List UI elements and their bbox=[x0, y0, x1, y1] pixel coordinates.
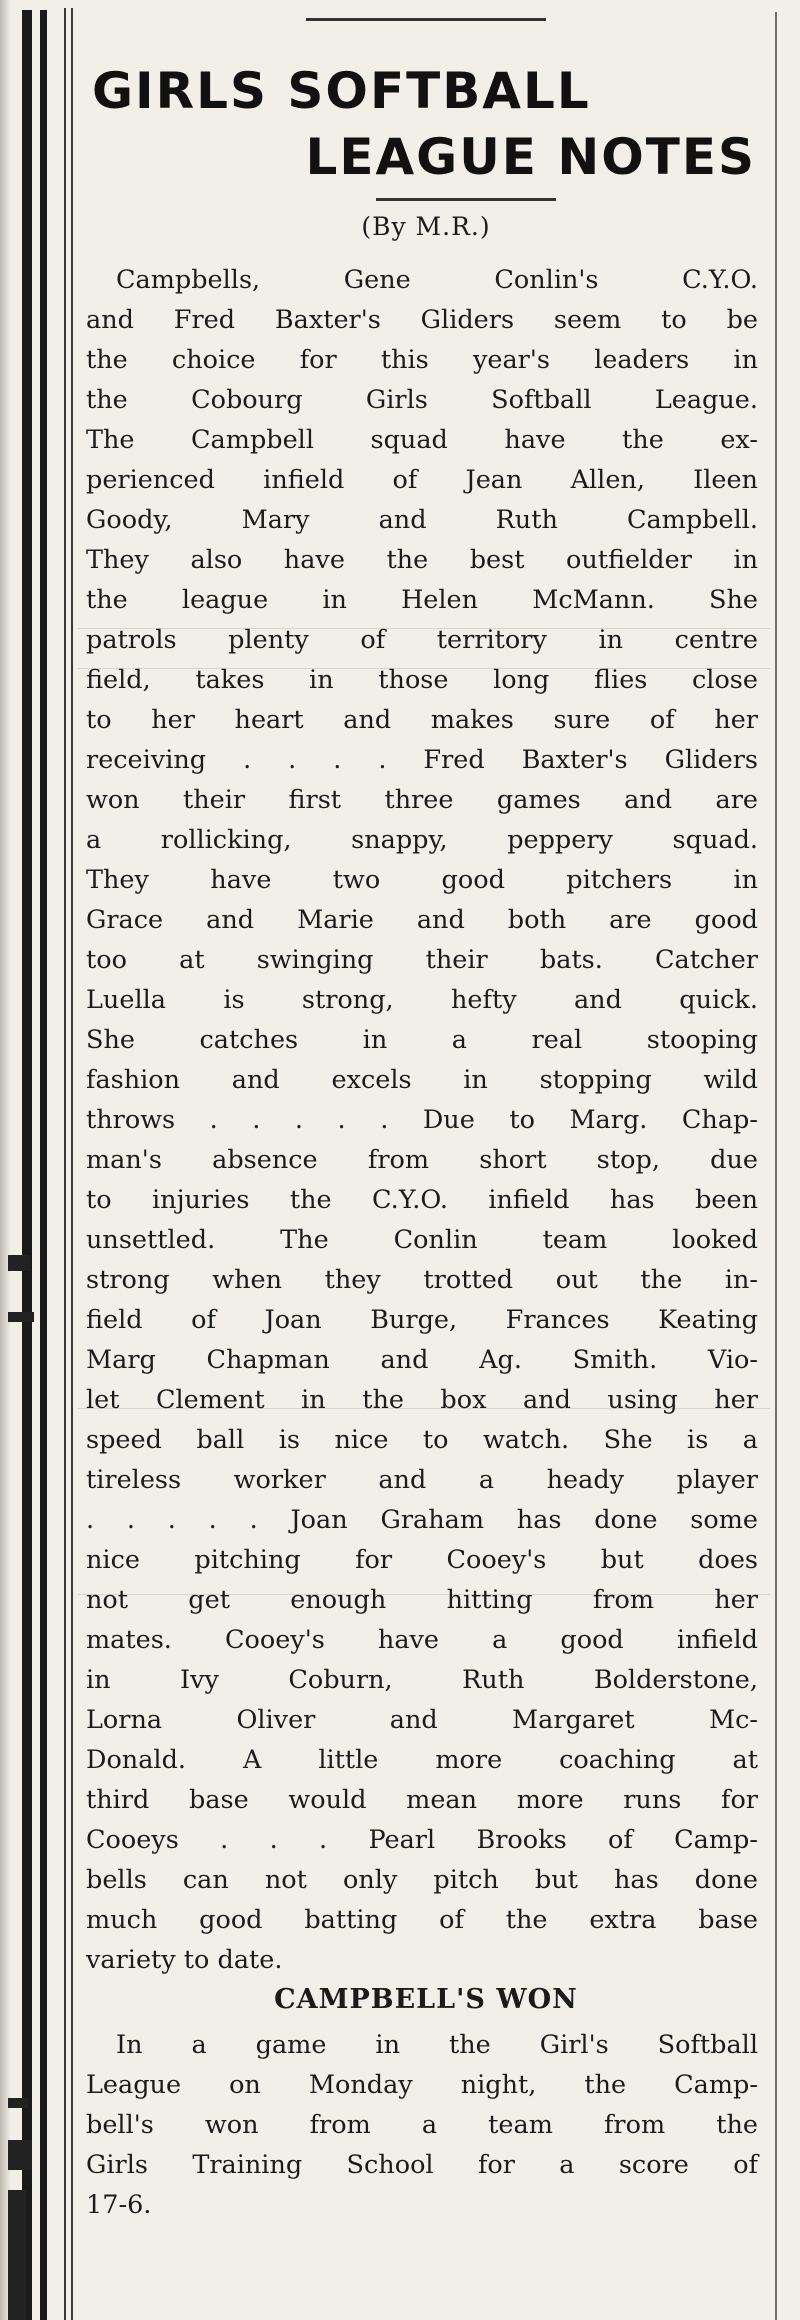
text-line: not get enough hitting from her bbox=[86, 1585, 758, 1615]
text-line: tireless worker and a heady player bbox=[86, 1465, 758, 1495]
text-line: in Ivy Coburn, Ruth Bolderstone, bbox=[86, 1665, 758, 1695]
text-line: They also have the best outfielder in bbox=[86, 545, 758, 575]
byline: (By M.R.) bbox=[361, 212, 491, 241]
text-line: the league in Helen McMann. She bbox=[86, 585, 758, 615]
text-line: the choice for this year's leaders in bbox=[86, 345, 758, 375]
text-line: nice pitching for Cooey's but does bbox=[86, 1545, 758, 1575]
headline-rule bbox=[376, 198, 556, 201]
headline-line-1: GIRLS SOFTBALL bbox=[92, 62, 591, 120]
text-line: Marg Chapman and Ag. Smith. Vio- bbox=[86, 1345, 758, 1375]
text-line: In a game in the Girl's Softball bbox=[116, 2030, 758, 2060]
text-line: bell's won from a team from the bbox=[86, 2110, 758, 2140]
text-line: variety to date. bbox=[86, 1945, 283, 1975]
article-body-2 bbox=[86, 2025, 758, 2225]
column-rule-thin-left-2 bbox=[71, 8, 73, 2320]
text-line: . . . . . Joan Graham has done some bbox=[86, 1505, 758, 1535]
text-line: third base would mean more runs for bbox=[86, 1785, 758, 1815]
top-rule bbox=[306, 18, 546, 21]
text-line: The Campbell squad have the ex- bbox=[86, 425, 758, 455]
text-line: throws . . . . . Due to Marg. Chap- bbox=[86, 1105, 758, 1135]
text-line: fashion and excels in stopping wild bbox=[86, 1065, 758, 1095]
text-line: perienced infield of Jean Allen, Ileen bbox=[86, 465, 758, 495]
text-line: the Cobourg Girls Softball League. bbox=[86, 385, 758, 415]
print-mark bbox=[8, 2190, 26, 2320]
text-line: unsettled. The Conlin team looked bbox=[86, 1225, 758, 1255]
print-mark bbox=[8, 1255, 30, 1271]
text-line: speed ball is nice to watch. She is a bbox=[86, 1425, 758, 1455]
column-rule-thick-inner bbox=[40, 10, 47, 2320]
text-line: Luella is strong, hefty and quick. bbox=[86, 985, 758, 1015]
headline-line-2: LEAGUE NOTES bbox=[305, 128, 756, 186]
text-line: Girls Training School for a score of bbox=[86, 2150, 758, 2180]
column-rule-right bbox=[775, 12, 777, 2320]
column-rule-thin-left bbox=[64, 8, 66, 2320]
text-line: field, takes in those long flies close bbox=[86, 665, 758, 695]
subheading: CAMPBELL'S WON bbox=[274, 1984, 578, 2015]
text-line: field of Joan Burge, Frances Keating bbox=[86, 1305, 758, 1335]
text-line: Goody, Mary and Ruth Campbell. bbox=[86, 505, 758, 535]
text-line: Cooeys . . . Pearl Brooks of Camp- bbox=[86, 1825, 758, 1855]
text-line: and Fred Baxter's Gliders seem to be bbox=[86, 305, 758, 335]
text-line: Campbells, Gene Conlin's C.Y.O. bbox=[116, 265, 758, 295]
text-line: too at swinging their bats. Catcher bbox=[86, 945, 758, 975]
text-line: to injuries the C.Y.O. infield has been bbox=[86, 1185, 758, 1215]
text-line: 17-6. bbox=[86, 2190, 152, 2220]
text-line: receiving . . . . Fred Baxter's Gliders bbox=[86, 745, 758, 775]
text-line: let Clement in the box and using her bbox=[86, 1385, 758, 1415]
text-line: much good batting of the extra base bbox=[86, 1905, 758, 1935]
text-line: man's absence from short stop, due bbox=[86, 1145, 758, 1175]
column-rule-thick-outer bbox=[22, 10, 32, 2320]
text-line: mates. Cooey's have a good infield bbox=[86, 1625, 758, 1655]
text-line: won their first three games and are bbox=[86, 785, 758, 815]
text-line: a rollicking, snappy, peppery squad. bbox=[86, 825, 758, 855]
text-line: bells can not only pitch but has done bbox=[86, 1865, 758, 1895]
text-line: to her heart and makes sure of her bbox=[86, 705, 758, 735]
text-line: Lorna Oliver and Margaret Mc- bbox=[86, 1705, 758, 1735]
article-body bbox=[86, 260, 758, 1980]
page-edge-shadow bbox=[0, 0, 10, 2320]
text-line: She catches in a real stooping bbox=[86, 1025, 758, 1055]
text-line: Grace and Marie and both are good bbox=[86, 905, 758, 935]
print-mark bbox=[8, 1312, 34, 1322]
text-line: patrols plenty of territory in centre bbox=[86, 625, 758, 655]
text-line: Donald. A little more coaching at bbox=[86, 1745, 758, 1775]
text-line: They have two good pitchers in bbox=[86, 865, 758, 895]
print-mark bbox=[8, 2098, 28, 2108]
text-line: League on Monday night, the Camp- bbox=[86, 2070, 758, 2100]
text-line: strong when they trotted out the in- bbox=[86, 1265, 758, 1295]
print-mark bbox=[8, 2140, 32, 2170]
